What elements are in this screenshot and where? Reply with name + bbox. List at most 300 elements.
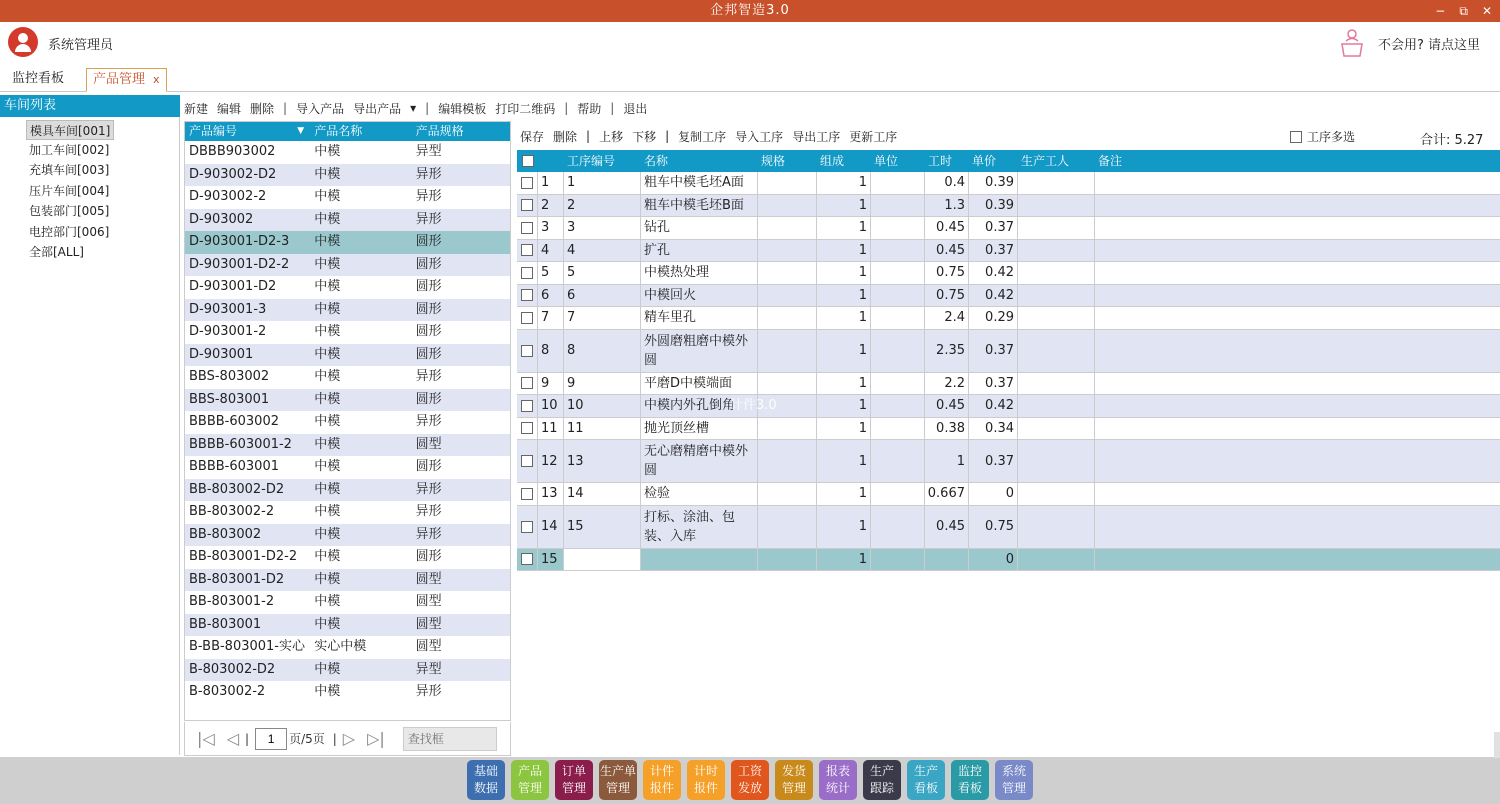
col-product-spec[interactable]: 产品规格 (415, 124, 464, 138)
hours-cell[interactable]: 1.3 (925, 195, 969, 217)
row-checkbox[interactable] (521, 312, 533, 324)
row-index-cell[interactable]: 11 (538, 418, 564, 440)
product-row[interactable] (185, 389, 510, 412)
qty-cell[interactable]: 1 (817, 395, 871, 417)
process-header-cell[interactable]: 生产工人 (1021, 154, 1070, 168)
unit-cell[interactable] (871, 395, 925, 417)
nav-tile-label: 发放 (737, 781, 762, 795)
unit-cell[interactable] (871, 373, 925, 395)
process-name-cell[interactable]: 抛光顶丝槽 (641, 418, 758, 440)
note-cell[interactable] (1095, 549, 1500, 571)
unit-cell[interactable] (871, 262, 925, 284)
process-header-cell[interactable]: 工时 (928, 154, 953, 168)
process-name-cell[interactable]: 中模回火 (641, 285, 758, 307)
product-spec-cell: 圆形 (415, 391, 442, 407)
worker-cell[interactable] (1018, 307, 1095, 329)
hours-cell[interactable]: 0.45 (925, 395, 969, 417)
qty-cell[interactable]: 1 (817, 307, 871, 329)
process-row[interactable] (517, 262, 1500, 285)
price-cell[interactable]: 0.37 (969, 217, 1018, 239)
row-index-cell[interactable]: 4 (538, 240, 564, 262)
process-code-cell[interactable]: 10 (564, 395, 641, 417)
process-row[interactable] (517, 506, 1500, 549)
hours-cell[interactable]: 0.38 (925, 418, 969, 440)
workshop-item[interactable]: 压片车间[004] (29, 184, 110, 198)
product-row[interactable] (185, 366, 510, 389)
nav-tile[interactable] (511, 760, 549, 800)
worker-cell[interactable] (1018, 395, 1095, 417)
process-row[interactable] (517, 285, 1500, 308)
worker-cell[interactable] (1018, 440, 1095, 482)
row-checkbox[interactable] (521, 377, 533, 389)
product-row[interactable] (185, 501, 510, 524)
product-row[interactable] (185, 614, 510, 637)
process-row[interactable] (517, 172, 1500, 195)
unit-cell[interactable] (871, 549, 925, 571)
unit-cell[interactable] (871, 506, 925, 548)
unit-cell[interactable] (871, 195, 925, 217)
row-index-cell[interactable]: 15 (538, 549, 564, 571)
process-name-cell[interactable]: 粗车中模毛坯B面 (641, 195, 758, 217)
product-code-cell: D-903001-D2-3 (189, 234, 290, 249)
row-checkbox[interactable] (521, 521, 533, 533)
qty-cell[interactable]: 1 (817, 262, 871, 284)
product-row[interactable] (185, 681, 510, 704)
product-toolbar-button[interactable]: 打印二维码 (495, 101, 556, 116)
product-row[interactable] (185, 344, 510, 367)
spec-cell[interactable] (758, 285, 817, 307)
process-header-cell[interactable]: 组成 (820, 154, 845, 168)
spec-cell[interactable] (758, 330, 817, 372)
qty-cell[interactable]: 1 (817, 440, 871, 482)
worker-cell[interactable] (1018, 483, 1095, 505)
process-row[interactable] (517, 395, 1500, 418)
process-rows (517, 172, 1500, 571)
product-row[interactable] (185, 479, 510, 502)
row-checkbox[interactable] (521, 289, 533, 301)
nav-tile[interactable] (907, 760, 945, 800)
product-name-cell: 中模 (314, 211, 341, 227)
page-number-input[interactable] (255, 728, 287, 750)
tab-close-icon[interactable]: x (153, 73, 160, 86)
process-header-cell[interactable] (538, 150, 564, 172)
price-cell[interactable]: 0.39 (969, 195, 1018, 217)
minimize-icon[interactable]: − (1435, 4, 1446, 18)
sort-down-icon: ▼ (297, 126, 305, 136)
process-code-cell[interactable]: 5 (564, 262, 641, 284)
product-row[interactable] (185, 276, 510, 299)
nav-tile-label: 数据 (473, 781, 498, 795)
hours-cell[interactable]: 0.45 (925, 240, 969, 262)
header-checkbox-cell[interactable] (517, 150, 538, 172)
worker-cell[interactable] (1018, 506, 1095, 548)
row-checkbox[interactable] (521, 422, 533, 434)
hours-cell[interactable] (925, 549, 969, 571)
nav-tile[interactable] (731, 760, 769, 800)
price-cell[interactable]: 0.34 (969, 418, 1018, 440)
spec-cell[interactable] (758, 172, 817, 194)
worker-cell[interactable] (1018, 240, 1095, 262)
nav-tile[interactable] (863, 760, 901, 800)
hours-cell[interactable]: 0.4 (925, 172, 969, 194)
hours-cell[interactable]: 2.4 (925, 307, 969, 329)
price-cell[interactable]: 0 (969, 549, 1018, 571)
qty-cell[interactable]: 1 (817, 195, 871, 217)
spec-cell[interactable] (758, 240, 817, 262)
spec-cell[interactable] (758, 373, 817, 395)
process-toolbar-button[interactable]: 下移 (632, 129, 657, 144)
qty-cell[interactable]: 1 (817, 330, 871, 372)
product-spec-cell: 异形 (415, 684, 442, 699)
last-page-icon[interactable]: ▷| (367, 729, 385, 748)
spec-cell[interactable] (758, 483, 817, 505)
worker-cell[interactable] (1018, 373, 1095, 395)
row-index-cell[interactable]: 8 (538, 330, 564, 372)
process-name-cell[interactable]: 粗车中模毛坯A面 (641, 172, 758, 194)
process-header-cell[interactable]: 规格 (761, 154, 786, 168)
workshop-item[interactable]: 包装部门[005] (29, 204, 110, 218)
product-row[interactable] (185, 254, 510, 277)
process-name-cell[interactable]: 打标、涂油、包装、入库 (641, 506, 758, 548)
row-checkbox-cell (517, 549, 538, 571)
worker-cell[interactable] (1018, 549, 1095, 571)
col-product-code[interactable] (185, 122, 310, 141)
process-row[interactable] (517, 483, 1500, 506)
unit-cell[interactable] (871, 240, 925, 262)
hours-cell[interactable]: 1 (925, 440, 969, 482)
nav-tile-label: 管理 (1001, 781, 1026, 795)
worker-cell[interactable] (1018, 418, 1095, 440)
price-cell[interactable]: 0.37 (969, 373, 1018, 395)
process-row[interactable] (517, 307, 1500, 330)
help-person-icon[interactable] (1338, 28, 1366, 58)
nav-tile[interactable] (467, 760, 505, 800)
nav-tile[interactable] (555, 760, 593, 800)
restore-icon[interactable]: ⧉ (1459, 3, 1468, 18)
process-toolbar-button[interactable]: 导出工序 (792, 129, 841, 144)
process-code-cell[interactable]: 15 (564, 506, 641, 548)
process-name-cell[interactable]: 无心磨精磨中模外圆 (641, 440, 758, 482)
spec-cell[interactable] (758, 195, 817, 217)
nav-tile[interactable] (951, 760, 989, 800)
process-name-cell[interactable] (641, 549, 758, 571)
product-row[interactable] (185, 434, 510, 457)
process-table (517, 150, 1500, 571)
note-cell[interactable] (1095, 285, 1500, 307)
process-code-cell[interactable]: 8 (564, 330, 641, 372)
unit-cell[interactable] (871, 217, 925, 239)
price-cell[interactable]: 0.42 (969, 262, 1018, 284)
row-index-cell[interactable]: 1 (538, 172, 564, 194)
process-code-cell[interactable]: 2 (564, 195, 641, 217)
row-index-cell[interactable]: 6 (538, 285, 564, 307)
tab-product-management[interactable] (86, 68, 167, 92)
row-checkbox[interactable] (521, 244, 533, 256)
note-cell[interactable] (1095, 217, 1500, 239)
row-index-cell[interactable]: 5 (538, 262, 564, 284)
row-index-cell[interactable]: 10 (538, 395, 564, 417)
price-cell[interactable]: 0.42 (969, 285, 1018, 307)
unit-cell[interactable] (871, 307, 925, 329)
process-header-cell[interactable]: 单价 (972, 154, 997, 168)
product-toolbar-button[interactable]: 编辑 (217, 101, 242, 116)
process-code-cell[interactable] (564, 549, 641, 571)
avatar[interactable] (8, 27, 38, 57)
qty-cell[interactable]: 1 (817, 285, 871, 307)
spec-cell[interactable] (758, 262, 817, 284)
prev-page-icon[interactable]: ◁ (226, 729, 240, 748)
product-toolbar-button[interactable]: 帮助 (577, 101, 602, 116)
price-cell[interactable]: 0.37 (969, 440, 1018, 482)
row-index-cell[interactable]: 13 (538, 483, 564, 505)
price-cell[interactable]: 0.39 (969, 172, 1018, 194)
multi-select-toggle[interactable] (1290, 128, 1355, 145)
process-header-cell[interactable]: 备注 (1098, 154, 1123, 168)
hours-cell[interactable]: 0.75 (925, 285, 969, 307)
worker-cell[interactable] (1018, 172, 1095, 194)
process-name-cell[interactable]: 平磨D中模端面 (641, 373, 758, 395)
row-checkbox[interactable] (521, 267, 533, 279)
row-checkbox[interactable] (521, 488, 533, 500)
note-cell[interactable] (1095, 195, 1500, 217)
product-row[interactable] (185, 209, 510, 232)
product-row[interactable] (185, 299, 510, 322)
spec-cell[interactable] (758, 307, 817, 329)
hours-cell[interactable]: 2.2 (925, 373, 969, 395)
product-row[interactable] (185, 569, 510, 592)
worker-cell[interactable] (1018, 262, 1095, 284)
qty-cell[interactable]: 1 (817, 483, 871, 505)
product-toolbar-button[interactable]: 退出 (623, 101, 648, 116)
product-spec-cell: 异形 (415, 211, 442, 227)
help-link[interactable]: 不会用? 请点这里 (1378, 38, 1481, 53)
process-name-cell[interactable]: 钻孔 (641, 217, 758, 239)
hours-cell[interactable]: 2.35 (925, 330, 969, 372)
note-cell[interactable] (1095, 418, 1500, 440)
process-code-cell[interactable]: 14 (564, 483, 641, 505)
process-header-cell[interactable]: 单位 (874, 154, 899, 168)
product-toolbar-button[interactable]: 新建 (184, 101, 209, 116)
worker-cell[interactable] (1018, 195, 1095, 217)
process-code-cell[interactable]: 6 (564, 285, 641, 307)
unit-cell[interactable] (871, 330, 925, 372)
product-spec-cell: 异形 (415, 166, 442, 182)
process-row[interactable] (517, 549, 1500, 572)
product-spec-cell: 圆形 (415, 324, 442, 339)
row-checkbox[interactable] (521, 553, 533, 565)
spec-cell[interactable] (758, 217, 817, 239)
product-spec-cell: 圆形 (415, 279, 442, 294)
hours-cell[interactable]: 0.667 (925, 483, 969, 505)
product-row[interactable] (185, 186, 510, 209)
product-row[interactable] (185, 321, 510, 344)
nav-tile[interactable] (643, 760, 681, 800)
note-cell[interactable] (1095, 483, 1500, 505)
product-name-cell: 中模 (314, 189, 341, 204)
spec-cell[interactable] (758, 418, 817, 440)
product-row[interactable] (185, 164, 510, 187)
multi-select-checkbox[interactable] (1290, 131, 1302, 143)
note-cell[interactable] (1095, 373, 1500, 395)
nav-tile[interactable] (599, 760, 637, 800)
unit-cell[interactable] (871, 285, 925, 307)
qty-cell[interactable]: 1 (817, 549, 871, 571)
product-spec-cell: 圆型 (415, 639, 442, 654)
unit-cell[interactable] (871, 483, 925, 505)
product-row[interactable] (185, 546, 510, 569)
col-product-name[interactable]: 产品名称 (314, 124, 363, 138)
process-name-cell[interactable]: 外圆磨粗磨中模外圆 (641, 330, 758, 372)
row-index-cell[interactable]: 14 (538, 506, 564, 548)
spec-cell[interactable] (758, 440, 817, 482)
hours-cell[interactable]: 0.45 (925, 217, 969, 239)
qty-cell[interactable]: 1 (817, 217, 871, 239)
product-row[interactable] (185, 524, 510, 547)
process-name-cell[interactable]: 精车里孔 (641, 307, 758, 329)
note-cell[interactable] (1095, 440, 1500, 482)
process-row[interactable] (517, 330, 1500, 373)
qty-cell[interactable]: 1 (817, 418, 871, 440)
process-code-cell[interactable]: 3 (564, 217, 641, 239)
process-code-cell[interactable]: 4 (564, 240, 641, 262)
price-cell[interactable]: 0.42 (969, 395, 1018, 417)
hours-cell[interactable]: 0.75 (925, 262, 969, 284)
search-input[interactable] (403, 727, 497, 751)
row-checkbox[interactable] (521, 400, 533, 412)
process-toolbar-button[interactable]: 上移 (599, 129, 624, 144)
row-index-cell[interactable]: 12 (538, 440, 564, 482)
unit-cell[interactable] (871, 172, 925, 194)
process-code-cell[interactable]: 9 (564, 373, 641, 395)
qty-cell[interactable]: 1 (817, 240, 871, 262)
select-all-checkbox[interactable] (522, 155, 534, 167)
workshop-item[interactable]: 模具车间[001] (26, 120, 114, 140)
nav-tile[interactable] (687, 760, 725, 800)
process-name-cell[interactable]: 扩孔 (641, 240, 758, 262)
process-row[interactable] (517, 217, 1500, 240)
product-toolbar-button[interactable]: 导出产品 (353, 101, 402, 116)
product-code-cell: D-903002-D2 (189, 166, 277, 182)
qty-cell[interactable]: 1 (817, 172, 871, 194)
product-spec-cell: 圆形 (415, 549, 442, 564)
spec-cell[interactable] (758, 506, 817, 548)
process-toolbar-button[interactable]: 导入工序 (735, 129, 784, 144)
product-toolbar-button[interactable]: 编辑模板 (438, 101, 487, 116)
process-row[interactable] (517, 440, 1500, 483)
note-cell[interactable] (1095, 506, 1500, 548)
product-toolbar-button[interactable]: 删除 (250, 101, 275, 116)
nav-tile[interactable] (775, 760, 813, 800)
price-cell[interactable]: 0 (969, 483, 1018, 505)
row-index-cell[interactable]: 7 (538, 307, 564, 329)
price-cell[interactable]: 0.37 (969, 330, 1018, 372)
price-cell[interactable]: 0.75 (969, 506, 1018, 548)
row-checkbox[interactable] (521, 222, 533, 234)
process-header-cell[interactable]: 名称 (644, 154, 669, 168)
product-spec-cell: 圆形 (415, 256, 442, 272)
worker-cell[interactable] (1018, 330, 1095, 372)
unit-cell[interactable] (871, 418, 925, 440)
qty-cell[interactable]: 1 (817, 506, 871, 548)
process-toolbar-button[interactable]: 复制工序 (678, 129, 727, 144)
workshop-item[interactable]: 全部[ALL] (29, 245, 84, 259)
row-index-cell[interactable]: 3 (538, 217, 564, 239)
hours-cell[interactable]: 0.45 (925, 506, 969, 548)
price-cell[interactable]: 0.29 (969, 307, 1018, 329)
process-header-cell[interactable]: 工序编号 (567, 154, 616, 168)
row-index-cell[interactable]: 9 (538, 373, 564, 395)
worker-cell[interactable] (1018, 217, 1095, 239)
process-code-cell[interactable]: 1 (564, 172, 641, 194)
product-table-header (185, 122, 510, 141)
product-row[interactable] (185, 411, 510, 434)
product-name-cell: 中模 (314, 234, 341, 249)
toolbar-separator: | (564, 101, 569, 115)
row-checkbox[interactable] (521, 345, 533, 357)
tab-monitor-board[interactable] (6, 68, 70, 92)
product-row[interactable] (185, 659, 510, 682)
qty-cell[interactable]: 1 (817, 373, 871, 395)
row-checkbox[interactable] (521, 455, 533, 467)
product-row[interactable] (185, 231, 510, 254)
product-spec-cell: 圆形 (415, 234, 442, 249)
workshop-item[interactable]: 电控部门[006] (29, 225, 110, 239)
product-row[interactable] (185, 141, 510, 164)
note-cell[interactable] (1095, 307, 1500, 329)
note-cell[interactable] (1095, 262, 1500, 284)
process-row[interactable] (517, 240, 1500, 263)
close-icon[interactable]: ✕ (1481, 4, 1492, 18)
row-index-cell[interactable]: 2 (538, 195, 564, 217)
note-cell[interactable] (1095, 395, 1500, 417)
row-checkbox[interactable] (521, 177, 533, 189)
product-row[interactable] (185, 456, 510, 479)
price-cell[interactable]: 0.37 (969, 240, 1018, 262)
process-toolbar-button[interactable]: 保存 (520, 129, 545, 144)
product-row[interactable] (185, 591, 510, 614)
note-cell[interactable] (1095, 330, 1500, 372)
export-dropdown-icon[interactable]: ▾ (410, 101, 417, 115)
unit-cell[interactable] (871, 440, 925, 482)
resize-grip[interactable] (1494, 732, 1500, 758)
row-checkbox[interactable] (521, 199, 533, 211)
note-cell[interactable] (1095, 240, 1500, 262)
process-row[interactable] (517, 373, 1500, 396)
spec-cell[interactable] (758, 549, 817, 571)
process-code-cell[interactable]: 11 (564, 418, 641, 440)
nav-tile-label: 发货 (781, 764, 806, 778)
process-name-cell[interactable]: 中模热处理 (641, 262, 758, 284)
process-name-cell[interactable]: 中模内外孔倒角 (641, 395, 758, 417)
first-page-icon[interactable]: |◁ (197, 729, 215, 748)
worker-cell[interactable] (1018, 285, 1095, 307)
process-code-cell[interactable]: 13 (564, 440, 641, 482)
process-row[interactable] (517, 195, 1500, 218)
process-row[interactable] (517, 418, 1500, 441)
product-toolbar-button[interactable]: 导入产品 (296, 101, 345, 116)
workshop-item[interactable]: 加工车间[002] (29, 143, 110, 157)
process-toolbar-button[interactable]: 更新工序 (849, 129, 898, 144)
note-cell[interactable] (1095, 172, 1500, 194)
process-name-cell[interactable]: 检验 (641, 483, 758, 505)
next-page-icon[interactable]: ▷ (342, 729, 356, 748)
workshop-item[interactable]: 充填车间[003] (29, 163, 110, 177)
nav-tile[interactable] (995, 760, 1033, 800)
process-code-cell[interactable]: 7 (564, 307, 641, 329)
product-row[interactable] (185, 636, 510, 659)
process-toolbar-button[interactable]: 删除 (553, 129, 578, 144)
nav-tile[interactable] (819, 760, 857, 800)
